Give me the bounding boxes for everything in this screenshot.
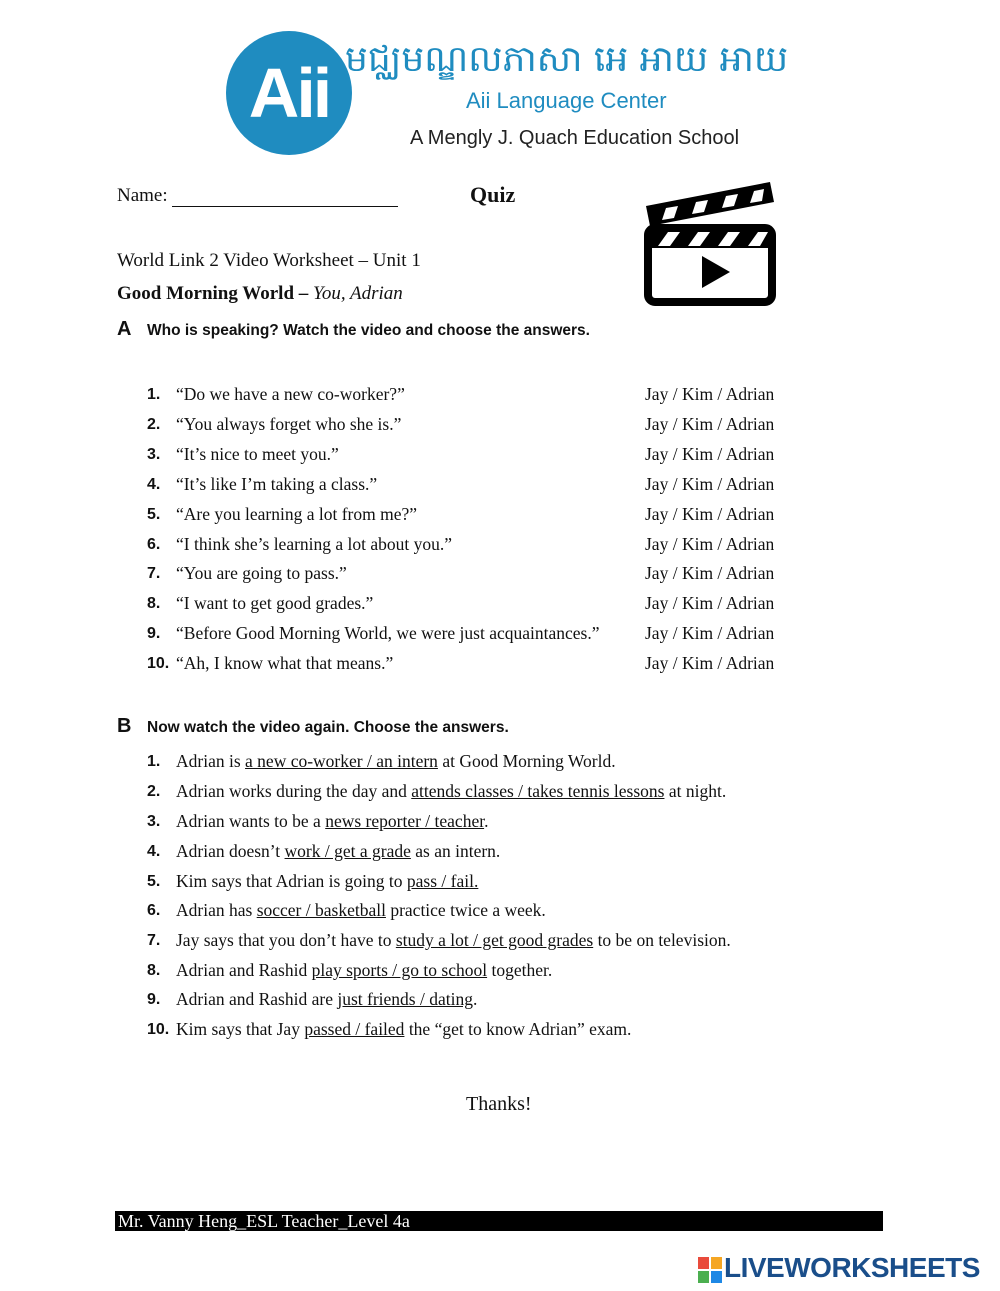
liveworksheets-logo-icon bbox=[698, 1257, 722, 1283]
sentence-start: Adrian and Rashid are bbox=[176, 989, 338, 1009]
quote-text: “Ah, I know what that means.” bbox=[176, 653, 394, 673]
list-item bbox=[0, 781, 1000, 811]
item-number: 6. bbox=[147, 536, 161, 553]
list-item bbox=[0, 563, 1000, 593]
sentence-end: practice twice a week. bbox=[385, 900, 546, 920]
item-number: 1. bbox=[147, 386, 161, 403]
answer-options[interactable]: a new co-worker / an intern bbox=[245, 751, 438, 771]
sentence-end: . bbox=[484, 811, 489, 831]
sentence bbox=[176, 841, 500, 862]
sentence-end: at Good Morning World. bbox=[437, 751, 616, 771]
closing-thanks: Thanks! bbox=[466, 1093, 532, 1115]
list-item bbox=[0, 751, 1000, 781]
item-number: 7. bbox=[147, 565, 161, 582]
answer-options[interactable]: passed / failed bbox=[304, 1019, 405, 1039]
sentence bbox=[176, 960, 552, 981]
clapperboard-icon bbox=[640, 176, 780, 310]
quote-text: “You always forget who she is.” bbox=[176, 414, 402, 434]
item-number: 7. bbox=[147, 932, 161, 949]
sentence bbox=[176, 871, 478, 892]
teacher-credit: Mr. Vanny Heng_ESL Teacher_Level 4a bbox=[118, 1211, 410, 1231]
khmer-center-name: មជ្ឈមណ្ឌលភាសា អេ អាយ អាយ bbox=[345, 39, 789, 80]
sentence-start: Kim says that Adrian is going to bbox=[176, 871, 407, 891]
list-item bbox=[0, 593, 1000, 623]
name-field bbox=[117, 185, 398, 207]
school-name: A Mengly J. Quach Education School bbox=[410, 127, 740, 149]
sentence-start: Adrian and Rashid bbox=[176, 960, 312, 980]
speaker-choice[interactable]: Jay / Kim / Adrian bbox=[645, 474, 775, 494]
name-blank-line[interactable] bbox=[172, 188, 398, 207]
list-item bbox=[0, 623, 1000, 653]
answer-options[interactable]: work / get a grade bbox=[284, 841, 411, 861]
list-item bbox=[0, 930, 1000, 960]
sentence-start: Kim says that Jay bbox=[176, 1019, 305, 1039]
item-number: 8. bbox=[147, 962, 161, 979]
sentence-start: Adrian is bbox=[176, 751, 246, 771]
list-item bbox=[0, 871, 1000, 901]
list-item bbox=[0, 504, 1000, 534]
sentence bbox=[176, 989, 477, 1010]
item-number: 10. bbox=[147, 1021, 170, 1038]
item-number: 3. bbox=[147, 813, 161, 830]
list-item bbox=[0, 989, 1000, 1019]
list-item bbox=[0, 384, 1000, 414]
sentence-end: as an intern. bbox=[410, 841, 501, 861]
speaker-choice[interactable]: Jay / Kim / Adrian bbox=[645, 653, 775, 673]
section-a-instruction: Who is speaking? Watch the video and choose the answers. bbox=[147, 322, 590, 339]
sentence-end: together. bbox=[487, 960, 553, 980]
speaker-choice[interactable]: Jay / Kim / Adrian bbox=[645, 444, 775, 464]
list-item bbox=[0, 474, 1000, 504]
sentence-start: Adrian has bbox=[176, 900, 257, 920]
item-number: 5. bbox=[147, 873, 161, 890]
speaker-choice[interactable]: Jay / Kim / Adrian bbox=[645, 414, 775, 434]
sentence-start: Adrian doesn’t bbox=[176, 841, 285, 861]
liveworksheets-brand: LIVEWORKSHEETS bbox=[724, 1252, 980, 1283]
answer-options[interactable]: just friends / dating bbox=[337, 989, 473, 1009]
speaker-choice[interactable]: Jay / Kim / Adrian bbox=[645, 534, 775, 554]
episode-title-bold: Good Morning World – bbox=[117, 283, 309, 304]
item-number: 9. bbox=[147, 625, 161, 642]
name-label: Name: bbox=[117, 185, 168, 206]
sentence-start: Adrian wants to be a bbox=[176, 811, 326, 831]
quote-text: “I think she’s learning a lot about you.” bbox=[176, 534, 453, 554]
list-item bbox=[0, 534, 1000, 564]
list-item bbox=[0, 653, 1000, 683]
episode-title bbox=[117, 283, 403, 305]
item-number: 8. bbox=[147, 595, 161, 612]
list-item bbox=[0, 841, 1000, 871]
episode-title-italic: You, Adrian bbox=[313, 283, 403, 304]
item-number: 3. bbox=[147, 446, 161, 463]
speaker-choice[interactable]: Jay / Kim / Adrian bbox=[645, 563, 775, 583]
section-b-letter: B bbox=[117, 715, 132, 737]
quote-text: “Are you learning a lot from me?” bbox=[176, 504, 418, 524]
sentence-start: Adrian works during the day and bbox=[176, 781, 412, 801]
answer-options[interactable]: study a lot / get good grades bbox=[395, 930, 594, 950]
sentence-end: at night. bbox=[664, 781, 727, 801]
section-b-instruction: Now watch the video again. Choose the answers. bbox=[147, 719, 509, 736]
sentence-end: to be on television. bbox=[593, 930, 731, 950]
sentence bbox=[176, 900, 546, 921]
worksheet-subtitle: World Link 2 Video Worksheet – Unit 1 bbox=[117, 250, 421, 271]
speaker-choice[interactable]: Jay / Kim / Adrian bbox=[645, 384, 775, 404]
sentence-end: the “get to know Adrian” exam. bbox=[404, 1019, 632, 1039]
item-number: 2. bbox=[147, 783, 161, 800]
sentence bbox=[176, 781, 726, 802]
sentence bbox=[176, 811, 488, 832]
sentence-start: Jay says that you don’t have to bbox=[176, 930, 396, 950]
speaker-choice[interactable]: Jay / Kim / Adrian bbox=[645, 504, 775, 524]
sentence-end: . bbox=[472, 989, 478, 1009]
quote-text: “Do we have a new co-worker?” bbox=[176, 384, 405, 404]
quote-text: “It’s like I’m taking a class.” bbox=[176, 474, 378, 494]
list-item bbox=[0, 414, 1000, 444]
quote-text: “It’s nice to meet you.” bbox=[176, 444, 339, 464]
answer-options[interactable]: news reporter / teacher bbox=[325, 811, 485, 831]
quote-text: “Before Good Morning World, we were just acquaintances.” bbox=[176, 623, 600, 643]
answer-options[interactable]: play sports / go to school bbox=[311, 960, 488, 980]
item-number: 4. bbox=[147, 843, 161, 860]
speaker-choice[interactable]: Jay / Kim / Adrian bbox=[645, 623, 775, 643]
item-number: 2. bbox=[147, 416, 161, 433]
quote-text: “I want to get good grades.” bbox=[176, 593, 374, 613]
quote-text: “You are going to pass.” bbox=[176, 563, 347, 583]
center-name: Aii Language Center bbox=[466, 88, 667, 113]
logo-circle: Aii bbox=[226, 31, 352, 155]
quiz-label: Quiz bbox=[470, 182, 516, 207]
sentence bbox=[176, 930, 731, 951]
list-item bbox=[0, 960, 1000, 990]
list-item bbox=[0, 1019, 1000, 1049]
list-item bbox=[0, 444, 1000, 474]
sentence bbox=[176, 751, 616, 772]
item-number: 1. bbox=[147, 753, 161, 770]
item-number: 10. bbox=[147, 655, 170, 672]
item-number: 4. bbox=[147, 476, 161, 493]
sentence bbox=[176, 1019, 631, 1040]
answer-options[interactable]: pass / fail. bbox=[406, 871, 479, 891]
answer-options[interactable]: soccer / basketball bbox=[256, 900, 386, 920]
item-number: 5. bbox=[147, 506, 161, 523]
list-item bbox=[0, 811, 1000, 841]
answer-options[interactable]: attends classes / takes tennis lessons bbox=[411, 781, 665, 801]
section-a-letter: A bbox=[117, 318, 132, 340]
speaker-choice[interactable]: Jay / Kim / Adrian bbox=[645, 593, 775, 613]
item-number: 9. bbox=[147, 991, 161, 1008]
item-number: 6. bbox=[147, 902, 161, 919]
list-item bbox=[0, 900, 1000, 930]
